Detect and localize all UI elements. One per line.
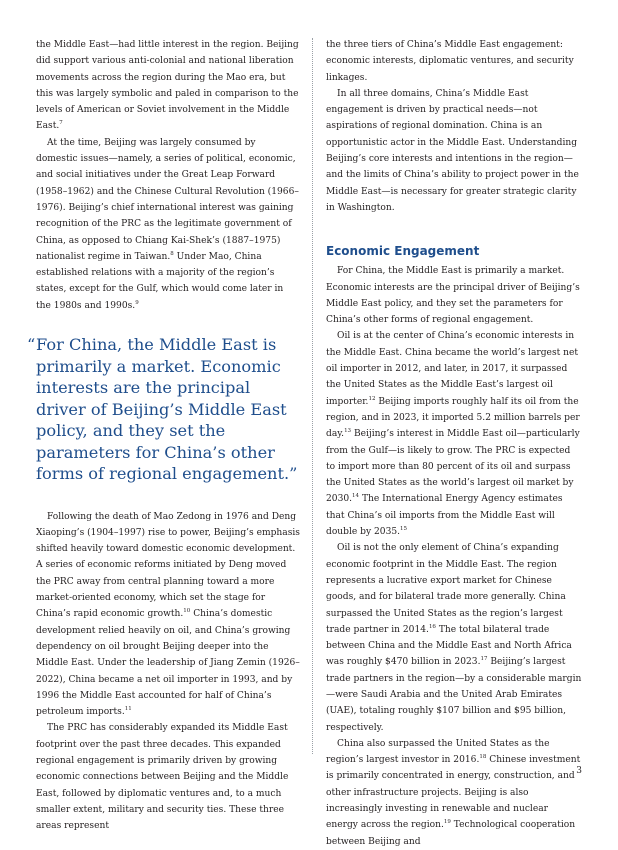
footnote-ref[interactable]: 14	[352, 493, 360, 500]
footnote-ref[interactable]: 18	[479, 754, 487, 761]
paragraph: For China, the Middle East is primarily a market. Economic interests are the principal driver of Beijing’s Middle East policy, and they set the parameters for China’s other forms of regional engagement.	[326, 266, 580, 326]
paragraph: In all three domains, China’s Middle East engagement is driven by practical needs—not aspirations of regional domination. China is an opportunistic actor in the Middle East. Understanding Beijing’s core interests and intentions in the region—and the limits of China’s ability to project power in the Middle East—is necessary for greater strategic clarity in Washington.	[326, 88, 579, 213]
left-column	[27, 37, 300, 834]
footnote-ref[interactable]: 15	[400, 525, 408, 532]
footnote-ref[interactable]: 8	[170, 250, 174, 257]
footnote-ref[interactable]: 17	[480, 656, 488, 663]
paragraph: The PRC has considerably expanded its Middle East footprint over the past three decades. This expanded regional engagement is primarily driven by growing economic connections between Beijing and the Middle East, followed by diplomatic ventures and, to a much smaller extent, military and security ties. These three areas represent	[36, 723, 289, 832]
paragraph: China also surpassed the United States as the region’s largest investor in 2016.18 Chinese investment is primarily concentrated in energy, construction, and other infrastructure projects. Beijing is also increasingly investing in renewable and nuclear energy across the region.$^{19}$ Technological cooperation between Beijing and	[326, 738, 581, 847]
footnote-ref[interactable]: 9	[135, 299, 139, 306]
paragraph: Oil is not the only element of China’s expanding economic footprint in the Middle East. The region represents a lucrative export market for Chinese goods, and for bilateral trade more generally. China surpassed the United States as the region’s largest trade partner in 2014.16 The total bilateral trade between China and the Middle East and North Africa was roughly $470 billion in 2023.17 Beijing’s largest trade partners in the region—by a considerable margin—were Saudi Arabia and the United Arab Emirates (UAE), totaling roughly $107 billion and $95 billion, respectively.	[326, 543, 582, 733]
page-number: 3	[576, 766, 582, 776]
footnote-ref[interactable]: 10	[183, 608, 191, 615]
footnote-ref[interactable]: 11	[124, 706, 132, 713]
quote-mark: “	[27, 335, 36, 355]
column-divider	[312, 38, 313, 754]
paragraph: At the time, Beijing was largely consumed by domestic issues—namely, a series of political, economic, and social initiatives under the Great Leap Forward (1958–1962) and the Chinese Cultural Revolution (1966–1976). Beijing’s chief international interest was gaining recognition of the PRC as the legitimate government of China, as opposed to Chiang Kai-Shek’s (1887–1975) nationalist regime in Taiwan.$^8$ Under Mao, China established relations with a majority of the region’s states, except for the Gulf, which would come later in the 1980s and 1990s.$^9$	[36, 137, 299, 311]
paragraph: Following the death of Mao Zedong in 1976 and Deng Xiaoping’s (1904–1997) rise to power, Beijing’s emphasis shifted heavily toward domestic economic development. A series of economic reforms initiated by Deng moved the PRC away from central planning toward a more market-oriented economy, which set the stage for China’s rapid economic growth.$^{10}$ China’s domestic development relied heavily on oil, and China’s growing dependency on oil brought Beijing deeper into the Middle East. Under the leadership of Jiang Zemin (1926–2022), China became a net oil importer in 1993, and by 1996 the Middle East accounted for half of China’s petroleum imports.$^{11}$	[36, 511, 300, 718]
footnote-ref[interactable]: 16	[428, 623, 436, 630]
right-column	[326, 37, 582, 850]
footnote-ref[interactable]: 12	[368, 395, 376, 402]
footnote-ref[interactable]: 19	[443, 819, 451, 826]
pull-quote	[27, 334, 300, 485]
section-heading: Economic Engagement	[326, 244, 480, 259]
paragraph: the Middle East—had little interest in the region. Beijing did support various anti-colonial and national liberation movements across the region during the Mao era, but this was largely symbolic and paled in comparison to the levels of American or Soviet involvement in the Middle East.$^7$	[36, 40, 299, 132]
footnote-ref[interactable]: 7	[59, 120, 63, 127]
pull-quote-text: For China, the Middle East is primarily a market. Economic interests are the principal driver of Beijing’s Middle East policy, and they set the parameters for China’s other forms of regional engagement.”	[36, 335, 298, 484]
footnote-ref[interactable]: 13	[344, 428, 352, 435]
paragraph: Oil is at the center of China’s economic interests in the Middle East. China became the world’s largest net oil importer in 2012, and later, in 2017, it surpassed the United States as the Middle East’s largest oil importer.$^{12}$ Beijing imports roughly half its oil from the region, and in 2023, it imported 5.2 million barrels per day.$^{13}$ Beijing’s interest in Middle East oil—particularly from the Gulf—is likely to grow. The PRC is expected to import more than 80 percent of its oil and surpass the United States as the world’s largest oil market by 2030.14 The International Energy Agency estimates that China’s oil imports from the Middle East will double by 2035.15	[326, 331, 580, 538]
paragraph: the three tiers of China’s Middle East engagement: economic interests, diplomatic ventures, and security linkages.	[326, 40, 574, 83]
